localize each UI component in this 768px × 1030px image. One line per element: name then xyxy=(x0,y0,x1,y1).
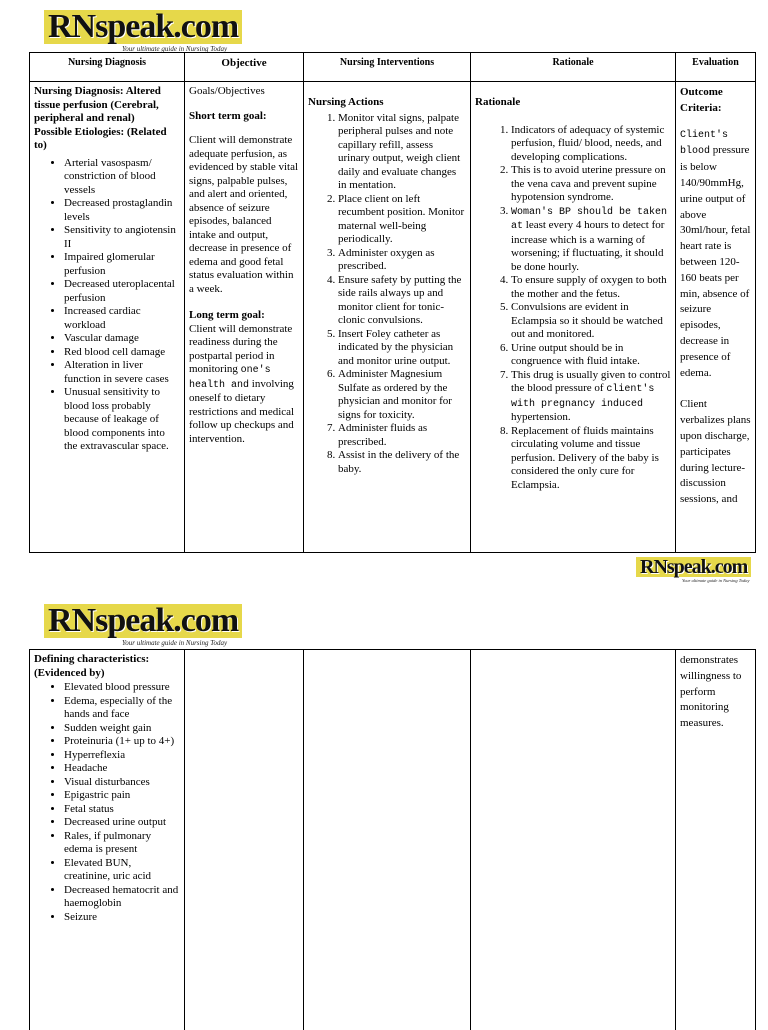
short-term-text: Client will demonstrate adequate perfusion, as evidenced by stable vital signs, palpable pulses, and alert and oriented, absence of seizure episodes, balanced intake and output, decrease in presence of edema and good fetal status evaluation within a week. xyxy=(189,134,299,295)
list-item: • Decreased urine output xyxy=(64,816,180,830)
list-item: 5. Convulsions are evident in Eclampsia so it should be watched out and monitored. xyxy=(511,301,671,342)
brand-name: RNspeak.com xyxy=(44,10,242,44)
care-plan-table-continued xyxy=(29,649,756,1030)
rationale-cell xyxy=(471,82,676,553)
list-item: • Epigastric pain xyxy=(64,789,180,803)
list-item xyxy=(511,369,671,425)
list-item: • Decreased uteroplacental perfusion xyxy=(64,278,180,305)
list-item: • Elevated blood pressure xyxy=(64,681,180,695)
list-item: • Edema, especially of the hands and face xyxy=(64,695,180,722)
list-item: • Decreased prostaglandin levels xyxy=(64,197,180,224)
goals-heading: Goals/Objectives xyxy=(189,85,265,97)
brand-tagline: Your ultimate guide in Nursing Today xyxy=(682,578,750,583)
interventions-cell xyxy=(304,82,471,553)
list-item: • Headache xyxy=(64,762,180,776)
evaluation-cell-continued xyxy=(676,650,756,1030)
list-item: • Increased cardiac workload xyxy=(64,305,180,332)
objective-cell-empty xyxy=(185,650,304,1030)
list-item-part: client's with pregnancy induced xyxy=(511,384,655,410)
list-item: • Hyperreflexia xyxy=(64,749,180,763)
list-item: 4. To ensure supply of oxygen to both the mother and the fetus. xyxy=(511,274,671,301)
list-item: • Arterial vasospasm/ constriction of blood vessels xyxy=(64,157,180,198)
list-item: • Sensitivity to angiotensin II xyxy=(64,224,180,251)
list-item: • Fetal status xyxy=(64,803,180,817)
long-term-text xyxy=(189,323,299,447)
rationale-title: Rationale xyxy=(475,96,521,108)
outcome-text-part: pressure is below 140/90mmHg, urine output of above 30ml/hour, fetal heart rate is between 120-160 beats per min, absence of seizure episodes, decrease in presence of edema. xyxy=(680,144,751,379)
list-item: 4. Ensure safety by putting the side rails always up and monitor client for tonic- clonic convulsions. xyxy=(338,274,466,328)
list-item-part: Woman's BP should be taken at xyxy=(511,206,668,232)
defining-characteristics-cell xyxy=(30,650,185,1030)
list-item: 2. Place client on left recumbent position. Monitor maternal well-being periodically. xyxy=(338,193,466,247)
brand-tagline: Your ultimate guide in Nursing Today xyxy=(122,639,228,647)
list-item: 6. Administer Magnesium Sulfate as ordered by the physician and monitor for signs for toxicity. xyxy=(338,368,466,422)
evaluation-cell xyxy=(676,82,756,553)
header-diagnosis: Nursing Diagnosis xyxy=(30,53,185,82)
list-item: 5. Insert Foley catheter as indicated by the physician and monitor urine output. xyxy=(338,328,466,369)
list-item: 6. Urine output should be in congruence with fluid intake. xyxy=(511,342,671,369)
list-item: • Visual disturbances xyxy=(64,776,180,790)
brand-name: RNspeak.com xyxy=(636,557,751,577)
list-item: • Sudden weight gain xyxy=(64,722,180,736)
header-interventions: Nursing Interventions xyxy=(304,53,471,82)
list-item-part: least every 4 hours to detect for increase which is a warning of worsening; if fluctuating, it should be done hourly. xyxy=(511,219,665,273)
list-item: 8. Assist in the delivery of the baby. xyxy=(338,449,466,476)
list-item: • Alteration in liver function in severe cases xyxy=(64,359,180,386)
rationale-cell-empty xyxy=(471,650,676,1030)
long-term-title: Long term goal: xyxy=(189,309,265,321)
interventions-title: Nursing Actions xyxy=(308,96,384,108)
long-term-text-part: Client will demonstrate readiness during the postpartal period in monitoring xyxy=(189,322,293,375)
defining-title: Defining characteristics: (Evidenced by) xyxy=(34,653,150,679)
list-item: • Impaired glomerular perfusion xyxy=(64,251,180,278)
outcome-text xyxy=(680,127,751,382)
header-objective: Objective xyxy=(185,53,304,82)
brand-tagline: Your ultimate guide in Nursing Today xyxy=(122,45,228,53)
list-item: • Vascular damage xyxy=(64,332,180,346)
header-rationale: Rationale xyxy=(471,53,676,82)
list-item: • Elevated BUN, creatinine, uric acid xyxy=(64,857,180,884)
list-item: 2. This is to avoid uterine pressure on the vena cava and prevent supine hypotension syndrome. xyxy=(511,164,671,205)
interventions-cell-empty xyxy=(304,650,471,1030)
diagnosis-cell xyxy=(30,82,185,553)
outcome-criteria-title: Outcome Criteria: xyxy=(680,86,723,114)
brand-name: RNspeak.com xyxy=(44,604,242,638)
etiologies-list xyxy=(34,157,180,454)
list-item: 1. Indicators of adequacy of systemic perfusion, fluid/ blood, needs, and developing complications. xyxy=(511,124,671,165)
outcome-text-part: Client's blood xyxy=(680,129,729,158)
list-item: 1. Monitor vital signs, palpate peripheral pulses and note capillary refill, assess urinary output, weigh client daily and evaluate changes in mentation. xyxy=(338,112,466,193)
list-item: • Seizure xyxy=(64,911,180,925)
list-item: • Proteinuria (1+ up to 4+) xyxy=(64,735,180,749)
brand-logo xyxy=(44,10,242,53)
list-item: 8. Replacement of fluids maintains circulating volume and tissue perfusion. Delivery of the baby is considered the only cure for Eclampsia. xyxy=(511,425,671,493)
list-item: • Unusual sensitivity to blood loss probably because of leakage of blood components into the extravascular space. xyxy=(64,386,180,454)
header-evaluation: Evaluation xyxy=(676,53,756,82)
long-term-text-part: involving oneself to dietary restrictions and medical follow up checkups and intervention. xyxy=(189,377,295,445)
long-term-text-part: one's health and xyxy=(189,365,271,391)
short-term-title: Short term goal: xyxy=(189,109,267,122)
list-item: • Red blood cell damage xyxy=(64,346,180,360)
list-item: • Decreased hematocrit and haemoglobin xyxy=(64,884,180,911)
list-item-part: This drug is usually given to control the blood pressure of xyxy=(511,368,671,394)
outcome-continued: demonstrates willingness to perform monitoring measures. xyxy=(680,654,742,730)
brand-logo-small xyxy=(636,557,751,583)
interventions-list xyxy=(308,112,466,477)
defining-list xyxy=(34,681,180,924)
list-item: 7. Administer fluids as prescribed. xyxy=(338,422,466,449)
care-plan-table xyxy=(29,52,756,553)
etiologies-title: Possible Etiologies: (Related to) xyxy=(34,125,167,151)
rationale-list xyxy=(475,124,671,493)
list-item xyxy=(511,205,671,275)
list-item-part: hypertension. xyxy=(511,411,571,423)
brand-logo xyxy=(44,604,242,647)
list-item: 3. Administer oxygen as prescribed. xyxy=(338,247,466,274)
objective-cell xyxy=(185,82,304,553)
list-item: • Rales, if pulmonary edema is present xyxy=(64,830,180,857)
diagnosis-title: Nursing Diagnosis: Altered tissue perfusion (Cerebral, peripheral and renal) xyxy=(34,85,161,124)
outcome-text-2: Client verbalizes plans upon discharge, participates during lecture-discussion sessions, and xyxy=(680,398,751,506)
